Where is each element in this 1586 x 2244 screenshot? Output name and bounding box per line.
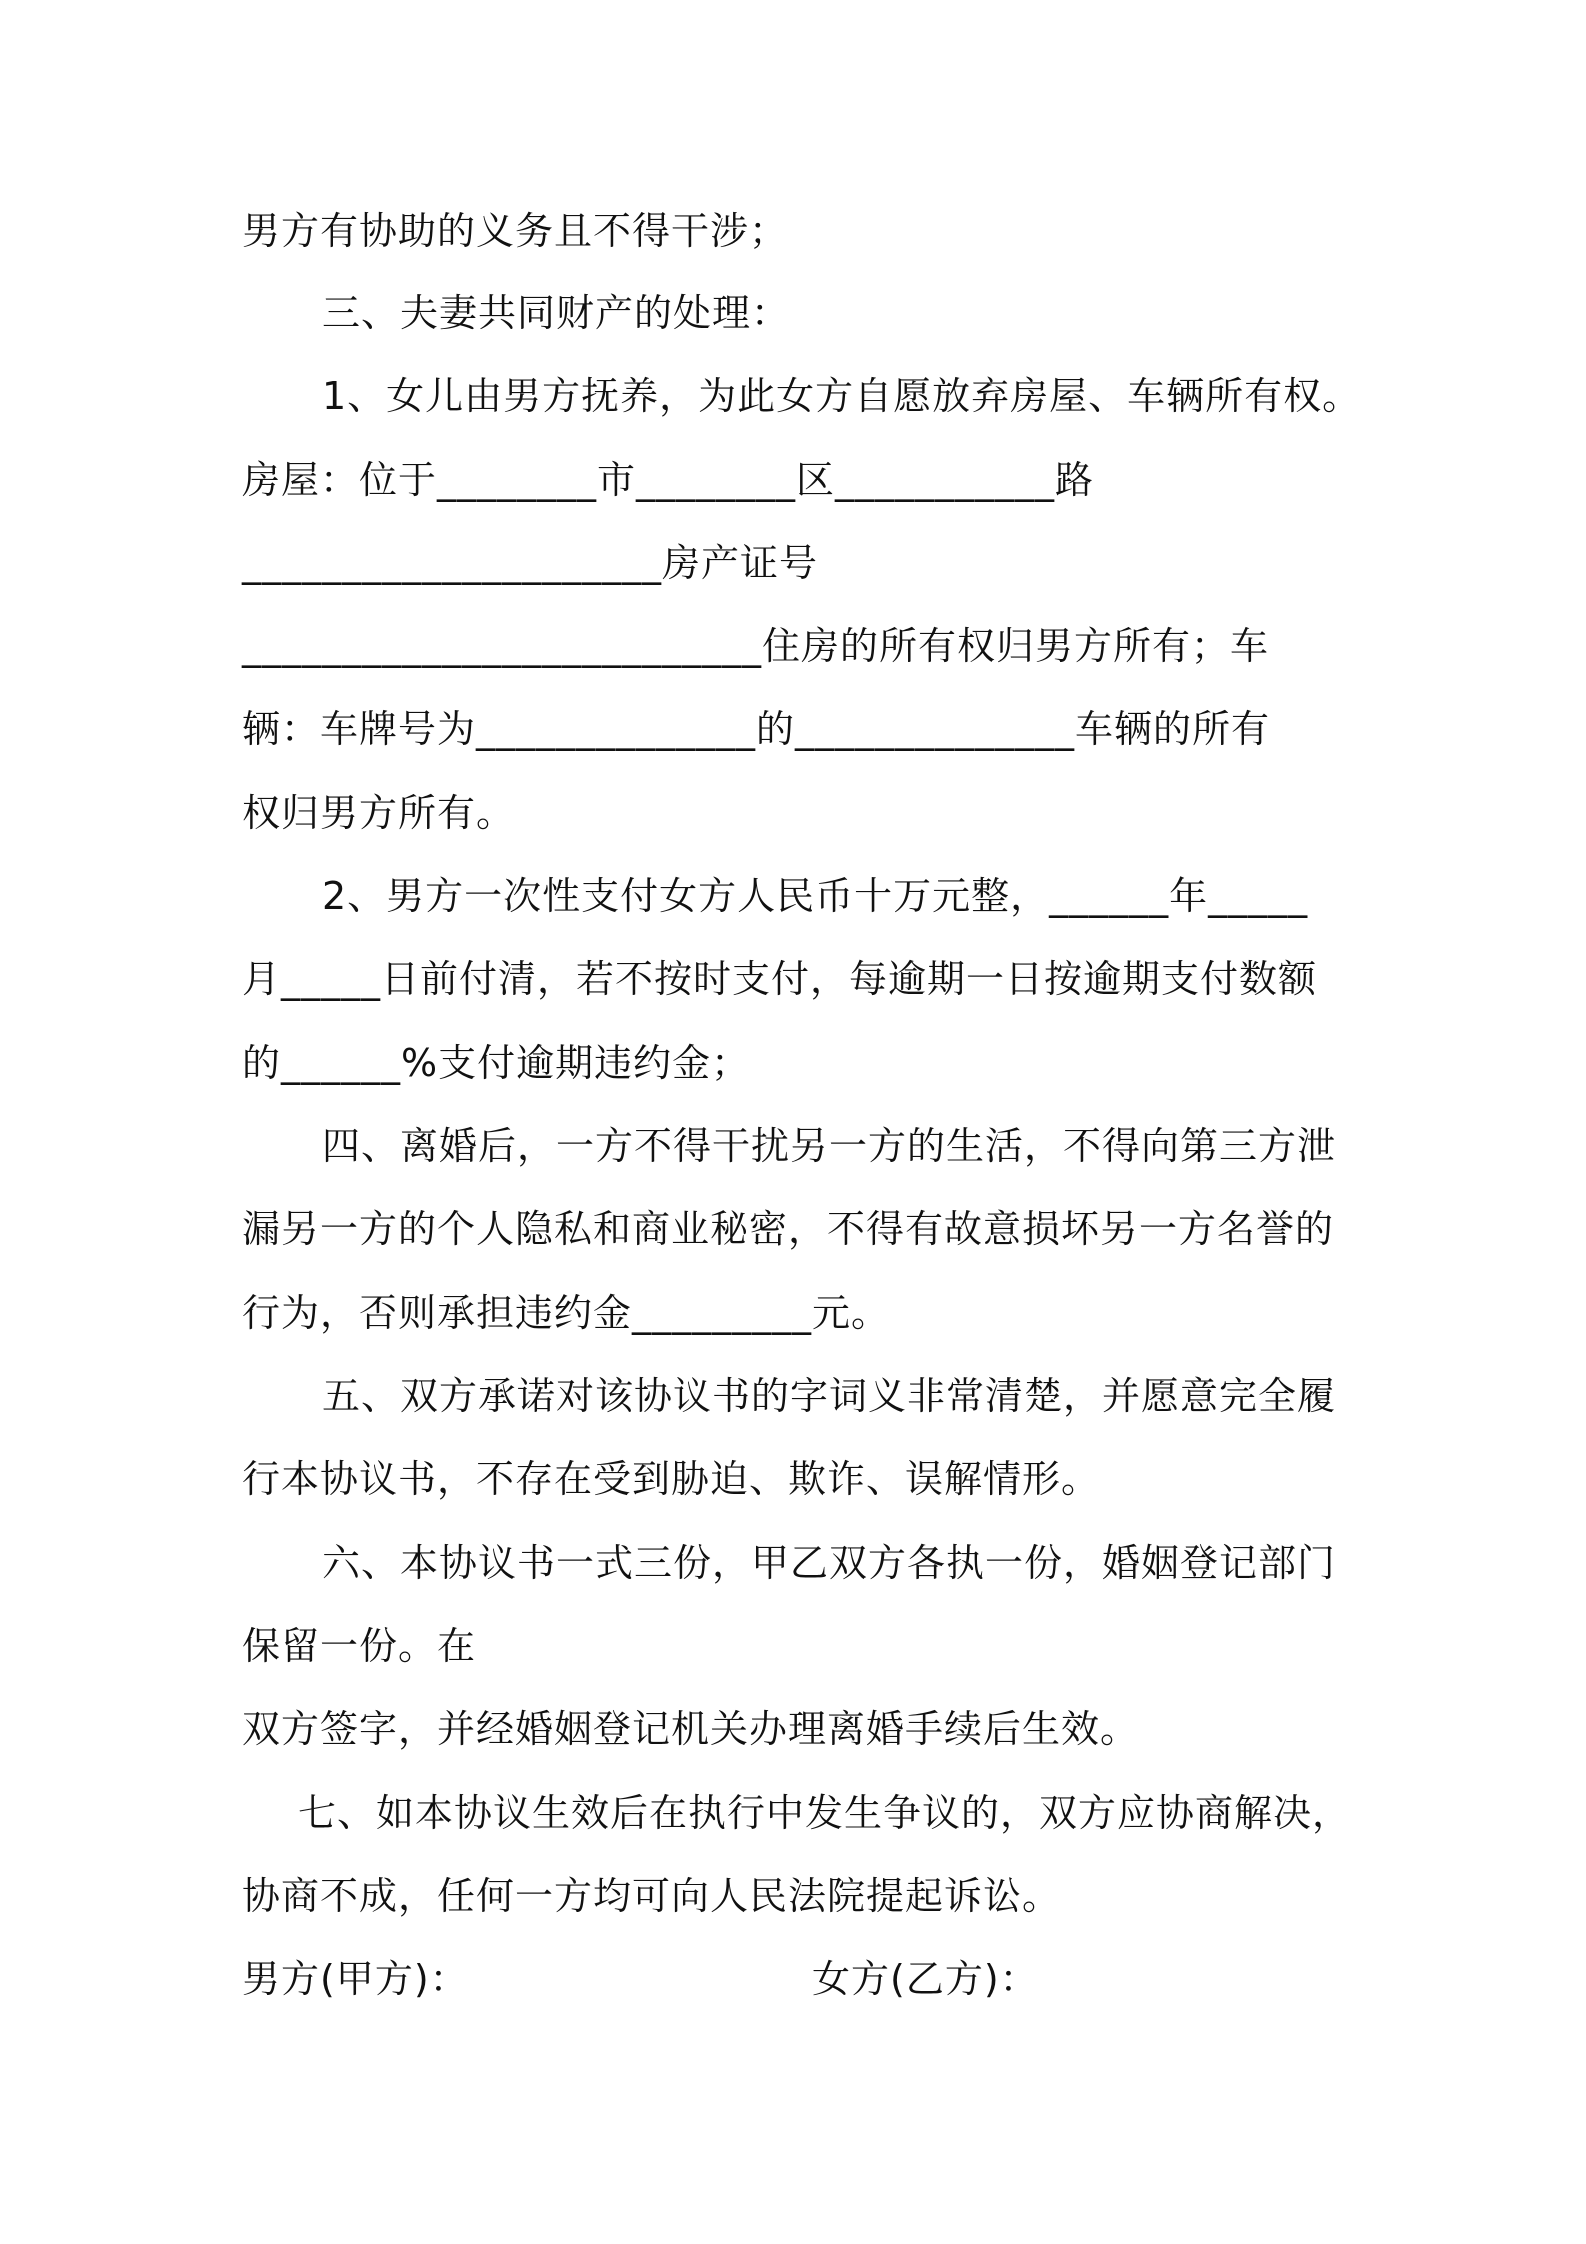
text-line: 2、男方一次性支付女方人民币十万元整，______年_____ — [322, 874, 1309, 918]
text-line: 权归男方所有。 — [242, 791, 516, 835]
section-heading: 七、如本协议生效后在执行中发生争议的，双方应协商解决， — [298, 1791, 1352, 1835]
text-line: 月_____日前付清，若不按时支付，每逾期一日按逾期支付数额 — [242, 957, 1318, 1001]
text-line: 行本协议书，不存在受到胁迫、欺诈、误解情形。 — [242, 1457, 1101, 1501]
text-line: 漏另一方的个人隐私和商业秘密，不得有故意损坏另一方名誉的 — [242, 1207, 1335, 1251]
text-line: 的______%支付逾期违约金； — [242, 1041, 751, 1085]
female-signature-label: 女方(乙方)： — [812, 1957, 1039, 2001]
text-line: 男方有协助的义务且不得干涉； — [242, 209, 789, 253]
text-line: 辆：车牌号为______________的______________车辆的所有 — [242, 707, 1271, 751]
section-heading: 六、本协议书一式三份，甲乙双方各执一份，婚姻登记部门 — [322, 1541, 1337, 1585]
male-signature-label: 男方(甲方)： — [242, 1957, 469, 2001]
text-line: 双方签字，并经婚姻登记机关办理离婚手续后生效。 — [242, 1707, 1140, 1751]
text-line: 行为，否则承担违约金_________元。 — [242, 1291, 891, 1335]
text-line: 协商不成，任何一方均可向人民法院提起诉讼。 — [242, 1874, 1062, 1918]
text-line: 1、女儿由男方抚养，为此女方自愿放弃房屋、车辆所有权。 — [322, 374, 1362, 418]
text-line: __________________________住房的所有权归男方所有；车 — [242, 624, 1270, 668]
text-line: 房屋：位于________市________区___________路 — [242, 458, 1095, 502]
text-line: 保留一份。在 — [242, 1624, 477, 1668]
text-line: _____________________房产证号 — [242, 541, 819, 585]
section-heading: 三、夫妻共同财产的处理： — [322, 291, 791, 335]
section-heading: 四、离婚后，一方不得干扰另一方的生活，不得向第三方泄 — [322, 1124, 1337, 1168]
section-heading: 五、双方承诺对该协议书的字词义非常清楚，并愿意完全履 — [322, 1374, 1337, 1418]
